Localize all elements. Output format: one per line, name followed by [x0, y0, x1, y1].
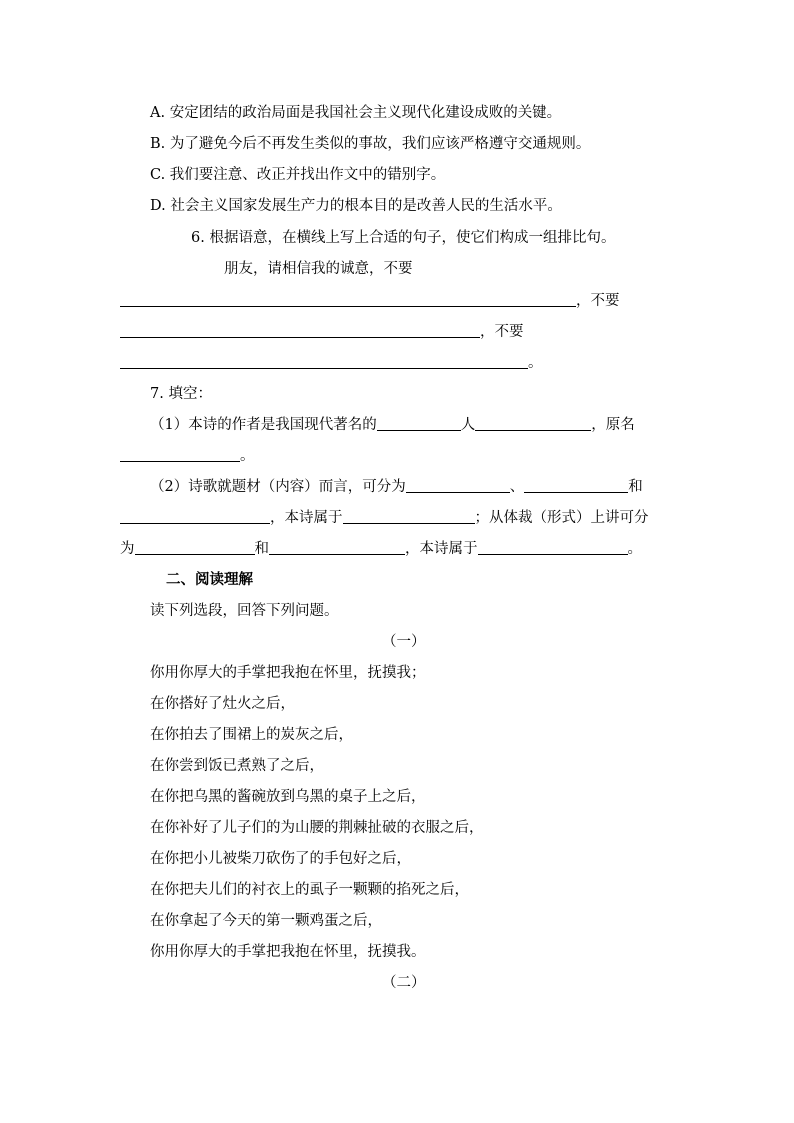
answer-blank[interactable]	[120, 322, 480, 338]
q7-p2-belongs2: ，本诗属于	[405, 541, 478, 557]
answer-blank[interactable]	[478, 539, 628, 555]
part-label-2: （二）	[382, 975, 426, 991]
q6-fill-line-3	[120, 353, 543, 373]
q7-p1-end: 。	[240, 448, 255, 464]
q7-p2-semicolon: ；从体裁（形式）上讲可分	[474, 510, 649, 526]
poem-line: 在你拿起了今天的第一颗鸡蛋之后，	[150, 913, 382, 929]
answer-blank[interactable]	[135, 539, 255, 555]
q7-p1-text: （1）本诗的作者是我国现代著名的	[150, 417, 377, 433]
section-instruction: 读下列选段，回答下列问题。	[150, 603, 339, 619]
q7-p2-text: （2）诗歌就题材（内容）而言，可分为	[150, 479, 406, 495]
answer-blank[interactable]	[406, 477, 510, 493]
answer-blank[interactable]	[524, 477, 628, 493]
answer-blank[interactable]	[377, 415, 461, 431]
section-heading: 二、阅读理解	[166, 572, 253, 588]
q7-part2-line2	[120, 508, 649, 528]
q7-part2-line1	[150, 477, 643, 497]
option-b: B. 为了避免今后不再发生类似的事故，我们应该严格遵守交通规则。	[150, 136, 591, 152]
answer-blank[interactable]	[120, 291, 576, 307]
q7-part1-line	[150, 415, 635, 435]
poem-line: 你用你厚大的手掌把我抱在怀里，抚摸我；	[150, 665, 426, 681]
option-c: C. 我们要注意、改正并找出作文中的错别字。	[150, 167, 446, 183]
q7-p2-belongs: ，本诗属于	[270, 510, 343, 526]
option-a: A. 安定团结的政治局面是我国社会主义现代化建设成败的关键。	[150, 105, 562, 121]
poem-line: 在你尝到饭已煮熟了之后，	[150, 758, 324, 774]
answer-blank[interactable]	[269, 539, 405, 555]
answer-blank[interactable]	[120, 508, 270, 524]
answer-blank[interactable]	[475, 415, 591, 431]
part-label-1: （一）	[382, 634, 426, 650]
q7-part1-line2	[120, 446, 255, 466]
q7-p2-wei: 为	[120, 541, 135, 557]
poem-line: 在你搭好了灶火之后，	[150, 696, 295, 712]
q6-fill-line-1	[120, 291, 620, 311]
q7-p2-he2: 和	[254, 541, 269, 557]
q6-end: 。	[528, 355, 543, 371]
poem-line: 在你拍去了围裙上的炭灰之后，	[150, 727, 353, 743]
poem-line: 在你把小儿被柴刀砍伤了的手包好之后，	[150, 851, 411, 867]
q7-p2-dun: 、	[509, 479, 525, 495]
q7-p1-yuanming: ，原名	[591, 417, 635, 433]
q6-fill-line-2	[120, 322, 524, 342]
q7-part2-line3	[120, 539, 642, 559]
q6-suffix: ，不要	[480, 324, 524, 340]
poem-line: 在你把乌黑的酱碗放到乌黑的桌子上之后，	[150, 789, 426, 805]
poem-line: 在你把夫儿们的衬衣上的虱子一颗颗的掐死之后，	[150, 882, 469, 898]
q7-p2-end: 。	[627, 541, 642, 557]
answer-blank[interactable]	[343, 508, 475, 524]
answer-blank[interactable]	[120, 446, 240, 462]
q7-p2-he: 和	[628, 479, 643, 495]
q7-p1-ren: 人	[460, 417, 476, 433]
q6-line1: 朋友，请相信我的诚意，不要	[224, 261, 413, 277]
option-d: D. 社会主义国家发展生产力的根本目的是改善人民的生活水平。	[150, 198, 562, 214]
q6-suffix: ，不要	[576, 293, 620, 309]
answer-blank[interactable]	[120, 353, 528, 369]
q7-title: 7. 填空：	[150, 386, 212, 402]
q6-prompt: 6. 根据语意，在横线上写上合适的句子，使它们构成一组排比句。	[191, 230, 616, 246]
poem-line: 你用你厚大的手掌把我抱在怀里，抚摸我。	[150, 944, 426, 960]
poem-line: 在你补好了儿子们的为山腰的荆棘扯破的衣服之后，	[150, 820, 484, 836]
